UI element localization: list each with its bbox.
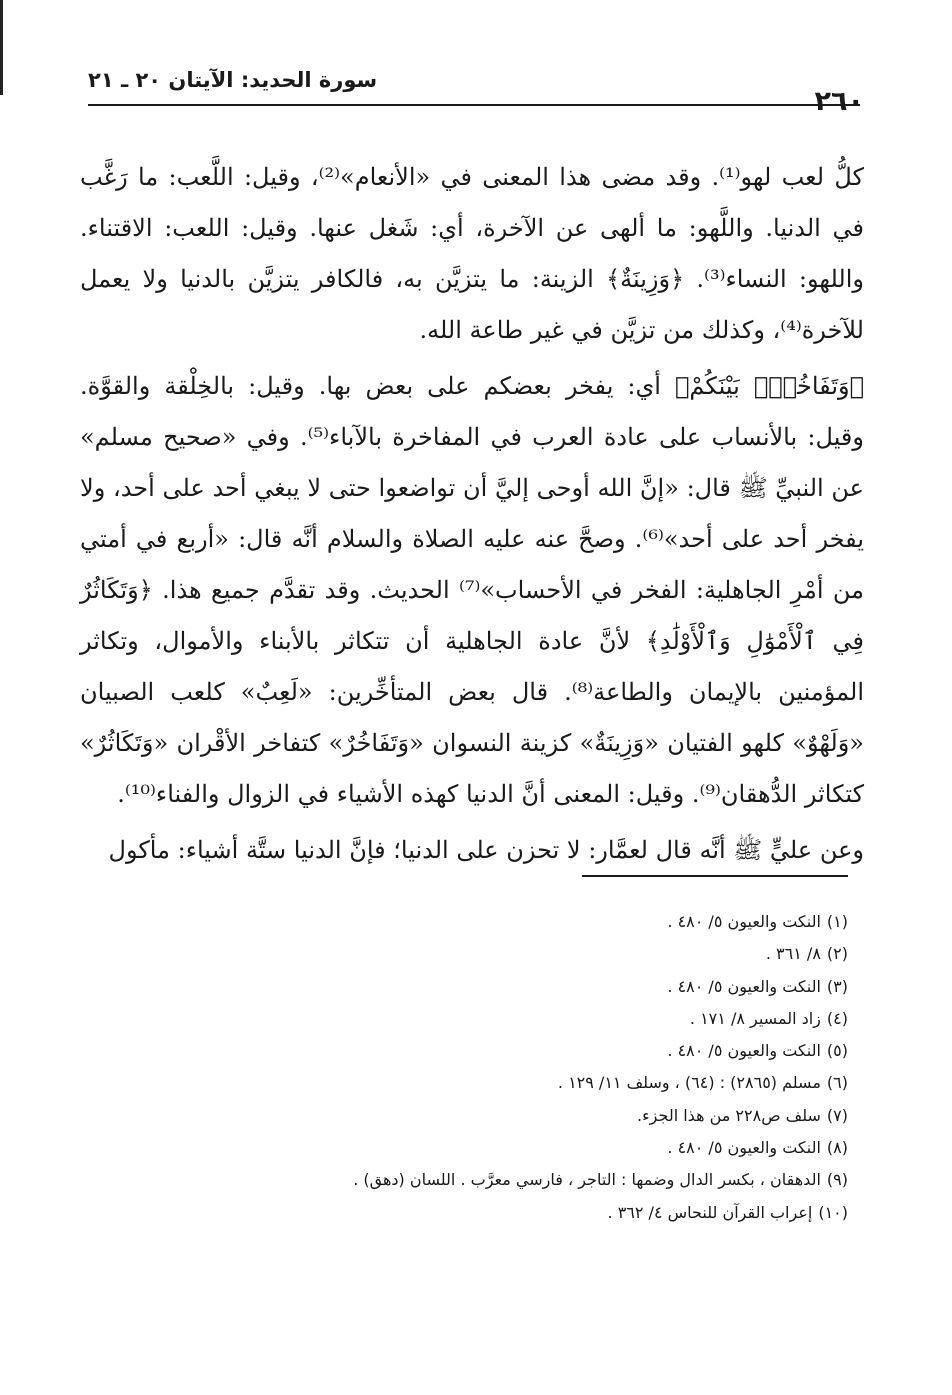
- footnote-text: النكت والعيون ٥/ ٤٨٠ .: [667, 912, 821, 931]
- footnote-text: مسلم (٢٨٦٥) : (٦٤) ، وسلف ١١/ ١٢٩ .: [557, 1073, 821, 1093]
- running-header: [88, 64, 860, 106]
- page-number: ٢٦٠: [814, 86, 864, 117]
- footnote-number: (٧): [826, 1105, 848, 1125]
- footnote-number: (٦): [826, 1073, 848, 1093]
- footnote-item: [80, 938, 848, 970]
- footnote-text: ٨/ ٣٦١ .: [765, 944, 821, 964]
- footnote-item: [80, 1100, 848, 1132]
- footnote-number: (٤): [826, 1008, 848, 1028]
- footnote-text: النكت والعيون ٥/ ٤٨٠ .: [667, 1041, 821, 1061]
- footnote-text: زاد المسير ٨/ ١٧١ .: [689, 1008, 821, 1028]
- footnote-item: [80, 1003, 848, 1035]
- footnote-number: (٩): [826, 1170, 848, 1190]
- paragraph: ﴿وَتَفَاخُرُۢ بَيْنَكُمْ﴾ أي: يفخر بعضكم على بعض بها. وقيل: بالخِلْقة والقوَّة. وقيل: بالأنساب على عادة العرب في المفاخرة بالآباء⁽⁵⁾. وفي «صحيح مسلم» عن النبيِّ ﷺ قال: «إنَّ الله أوحى إليَّ أن تواضعوا حتى لا يبغي أحد على أحد، ولا يفخر أحد على أحد»⁽⁶⁾. وصحَّ عنه عليه الصلاة والسلام أنَّه قال: «أربع في أمتي من أمْرِ الجاهلية: الفخر في الأحساب»⁽⁷⁾ الحديث. وقد تقدَّم جميع هذا. ﴿وَتَكَاثُرٌ فِي ٱلْأَمْوَٰلِ وَٱلْأَوْلَٰدِ﴾ لأنَّ عادة الجاهلية أن تتكاثر بالأبناء والأموال، وتكاثر المؤمنين بالإيمان والطاعة⁽⁸⁾. قال بعض المتأخِّرين: «لَعِبٌ» كلعب الصبيان «وَلَهْوٌ» كلهو الفتيان «وَزِينَةٌ» كزينة النسوان «وَتَفَاخُرٌ» كتفاخر الأقْران «وَتَكَاثُرٌ» كتكاثر الدُّهقان⁽⁹⁾. وقيل: المعنى أنَّ الدنيا كهذه الأشياء في الزوال والفناء⁽¹⁰⁾.: [80, 372, 864, 808]
- main-text: [80, 152, 864, 876]
- footnote-number: (١٠): [818, 1202, 848, 1222]
- footnote-number: (٢): [826, 944, 848, 964]
- footnote-item: [80, 1067, 848, 1099]
- footnote-item: [80, 971, 848, 1003]
- paragraph: كلُّ لعب لهو⁽¹⁾. وقد مضى هذا المعنى في «الأنعام»⁽²⁾، وقيل: اللَّعب: ما رَغَّب في الدنيا. واللَّهو: ما ألهى عن الآخرة، أي: شَغل عنها. وقيل: اللعب: الاقتناء. واللهو: النساء⁽³⁾. ﴿وَزِينَةٌ﴾ الزينة: ما يتزيَّن به، فالكافر يتزيَّن بالدنيا ولا يعمل للآخرة⁽⁴⁾، وكذلك من تزيَّن في غير طاعة الله.: [80, 163, 864, 344]
- footnote-number: (١): [826, 912, 848, 931]
- scan-edge-mark: [0, 0, 3, 95]
- footnote-number: (٣): [826, 976, 848, 996]
- footnote-text: النكت والعيون ٥/ ٤٨٠ .: [667, 976, 821, 996]
- footnotes: [80, 906, 848, 1229]
- footnote-number: (٨): [826, 1138, 848, 1158]
- footnote-item: [80, 1197, 848, 1229]
- footnote-text: سلف ص٢٢٨ من هذا الجزء.: [637, 1105, 821, 1125]
- footnote-text: النكت والعيون ٥/ ٤٨٠ .: [667, 1138, 821, 1158]
- footnote-number: (٥): [826, 1041, 848, 1061]
- footnote-item: [80, 1035, 848, 1067]
- footnote-text: إعراب القرآن للنحاس ٤/ ٣٦٢ .: [607, 1202, 813, 1222]
- footnote-item: [80, 906, 848, 938]
- paragraph: وعن عليٍّ ﷺ أنَّه قال لعمَّار: لا تحزن على الدنيا؛ فإنَّ الدنيا ستَّة أشياء: مأكول: [108, 836, 864, 864]
- footnote-text: الدهقان ، بكسر الدال وضمها : التاجر ، فارسي معرَّب . اللسان (دهق) .: [353, 1170, 821, 1190]
- header-title: سورة الحديد: الآيتان ٢٠ ـ ٢١: [88, 68, 378, 92]
- footnote-divider: [582, 875, 848, 877]
- footnote-item: [80, 1132, 848, 1164]
- footnote-item: [80, 1164, 848, 1196]
